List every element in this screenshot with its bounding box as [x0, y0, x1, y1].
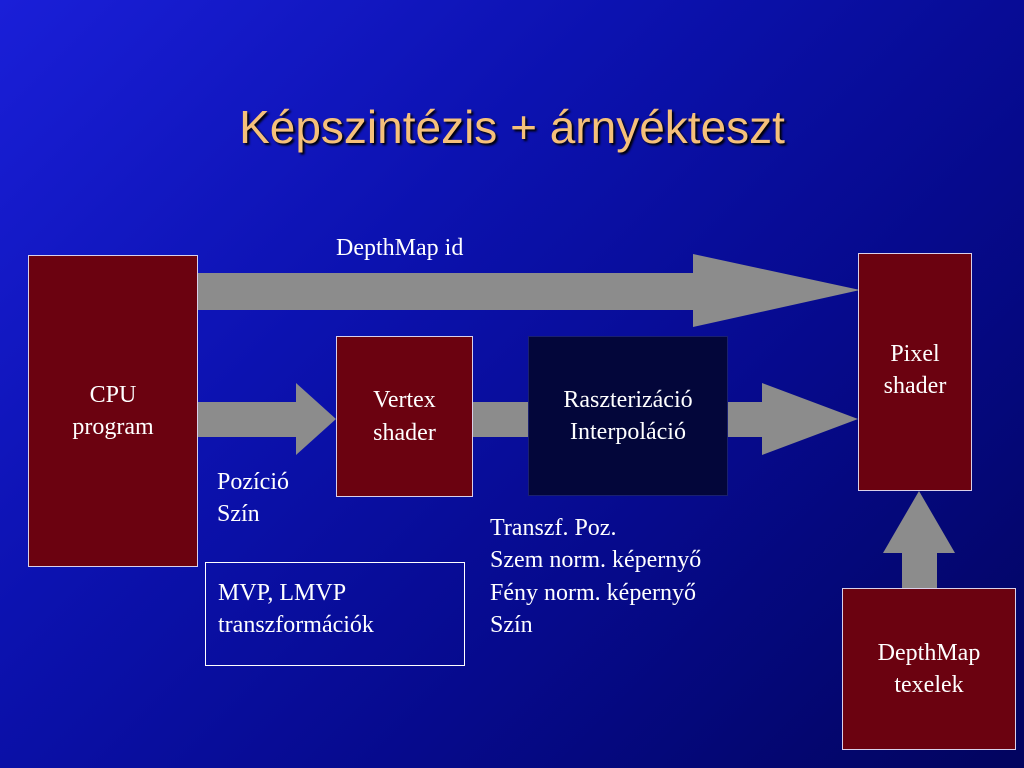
texels-to-pixel-arrow — [883, 491, 955, 588]
depthmap-id-arrow — [196, 254, 860, 327]
depthmap-texels-block: DepthMap texelek — [842, 588, 1016, 750]
raster-to-pixel-arrow — [728, 383, 858, 455]
mvp-transforms-box: MVP, LMVP transzformációk — [205, 562, 465, 666]
slide-title: Képszintézis + árnyékteszt — [239, 101, 785, 153]
depthmap-id-label: DepthMap id — [336, 235, 464, 261]
vertex-to-raster-connector — [473, 402, 530, 437]
vertex-shader-block: Vertex shader — [336, 336, 473, 497]
position-color-label: Pozíció Szín — [217, 469, 289, 528]
pixel-shader-block: Pixel shader — [858, 253, 972, 491]
transformed-attributes-label: Transzf. Poz. Szem norm. képernyő Fény norm. képernyő Szín — [490, 515, 702, 639]
cpu-program-block: CPU program — [28, 255, 198, 567]
cpu-to-vertex-arrow — [196, 383, 336, 455]
rasterization-block: Raszterizáció Interpoláció — [528, 336, 728, 496]
